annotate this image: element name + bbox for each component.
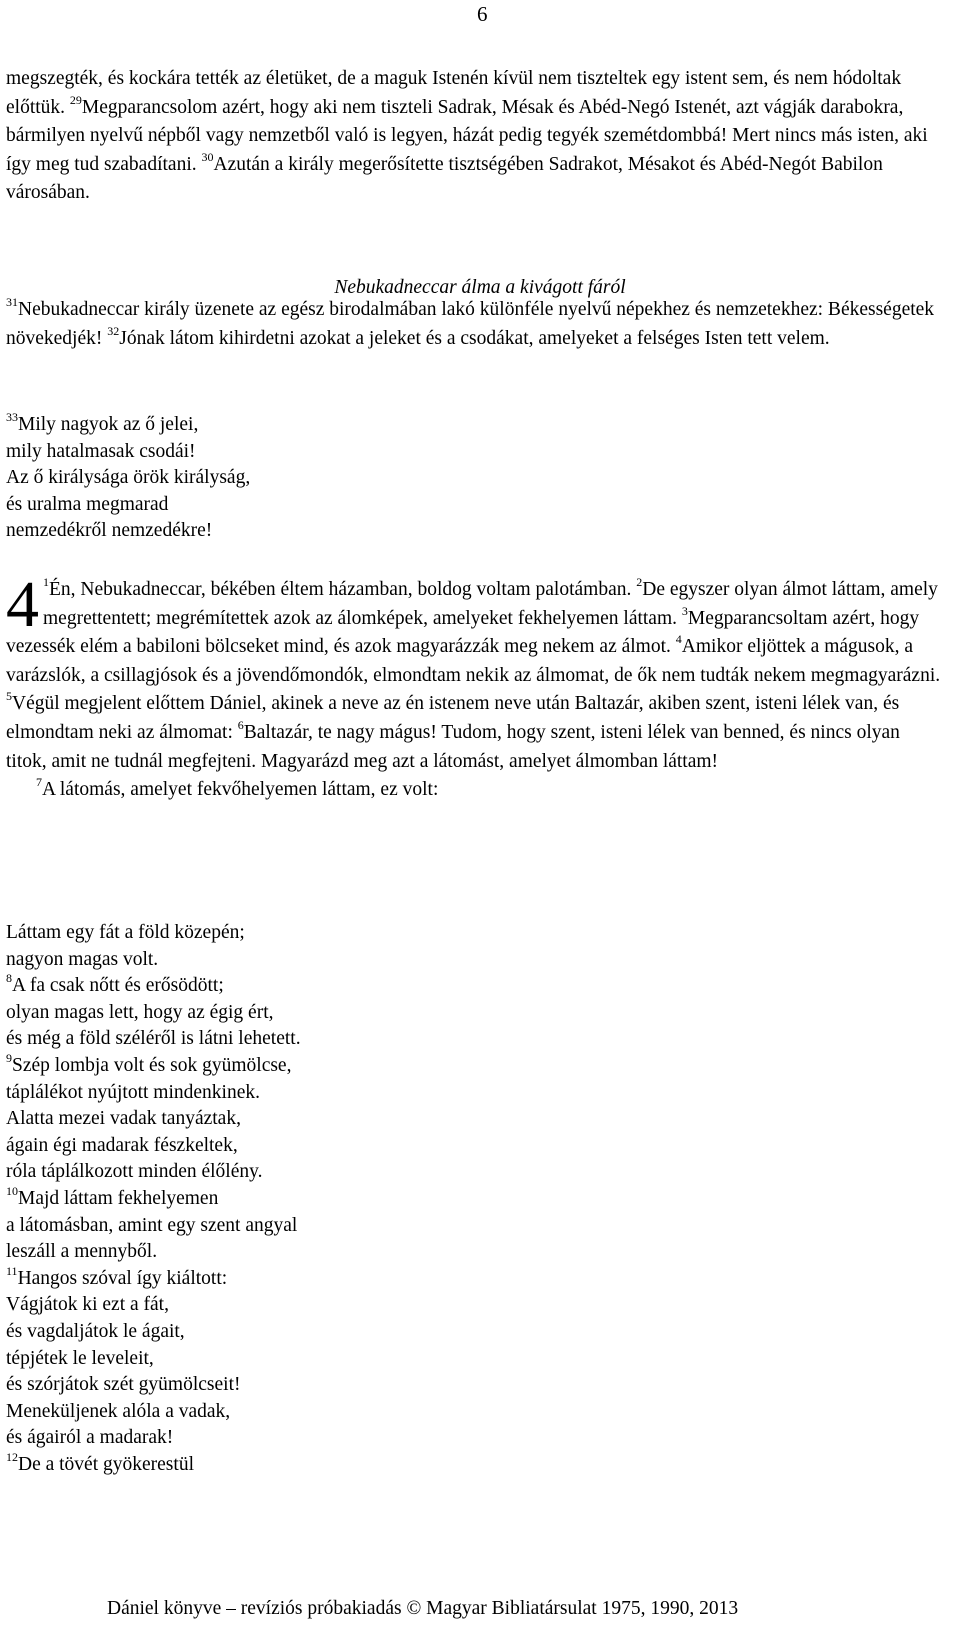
verse-number: 7: [36, 775, 42, 790]
poem-line: $^{10}$Majd láttam fekhelyemen: [6, 1183, 219, 1209]
verse-number: 32: [107, 323, 120, 338]
verse-number: 1: [43, 575, 49, 589]
verse-number: 5: [6, 689, 12, 704]
poem-line: táplálékot nyújtott mindenkinek.: [6, 1081, 260, 1103]
chapter-4-paragraph: [6, 568, 941, 805]
verse-number: 29: [69, 92, 82, 107]
verse-number: 9: [6, 1050, 12, 1065]
page-footer: Dániel könyve – revíziós próbakiadás © Magyar Bibliatársulat 1975, 1990, 2013: [107, 1598, 739, 1619]
poem-line: nemzedékről nemzedékre!: [6, 520, 213, 542]
poem-line: és ágairól a madarak!: [6, 1427, 174, 1449]
verse-text: megszegték, és kockára tették az életüket, de a maguk Istenén kívül nem tiszteltek egy istent sem, és nem hódoltak előttük.: [6, 68, 902, 118]
paragraph-verses-28-30: [6, 65, 941, 208]
poem-verse-33: [6, 412, 941, 545]
poem-line: nagyon magas volt.: [6, 948, 159, 970]
poem-line: és uralma megmarad: [6, 493, 169, 515]
poem-line: róla táplálkozott minden élőlény.: [6, 1161, 263, 1183]
poem-line: és még a föld széléről is látni lehetett.: [6, 1028, 301, 1050]
paragraph-text: 4 $^1$Én, Nebukadneccar, békében éltem házamban, boldog voltam palotámban. $^2$De egyszer olyan álmot láttam, amely megrettentett; megrémítettek azok az álomképek, amelyeket fekhelyemen láttam. $^3$Megparancsoltam azért, hogy vezessék elém a babiloni bölcseket mind, és azok magyarázzák meg nekem az álmot. $^4$Amikor eljöttek a mágusok, a varázslók, a csillagjósok és a jövendőmondók, elmondtam nekik az álmomat, de ők nem tudták nekem megmagyarázni. $^5$Végül megjelent előttem Dániel, akinek a neve az én istenem neve után Baltazár, akiben szent, isteni lélek van, és elmondtam neki az álmomat: $^6$Baltazár, te nagy mágus! Tudom, hogy szent, isteni lélek van benned, és nincs olyan titok, amit ne tudnál megfejteni. Magyarázd meg azt a látomást, amelyet álmomban láttam!: [6, 568, 941, 772]
paragraph-text: [6, 65, 941, 208]
verse-number: 12: [6, 1449, 18, 1464]
paragraph-text: [6, 296, 941, 353]
paragraph-verses-31-32: [6, 296, 941, 353]
verse-text: Nebukadneccar király üzenete az egész birodalmában lakó különféle nyelvű népekhez és nemzetekhez: Békességetek növekedjék!: [6, 299, 935, 349]
poem-line: $^9$Szép lombja volt és sok gyümölcse,: [6, 1050, 292, 1076]
verse-number: 8: [6, 971, 12, 986]
poem-line: és vagdaljátok le ágait,: [6, 1320, 185, 1342]
verse-text: Megparancsolom azért, hogy aki nem tiszteli Sadrak, Mésak és Abéd-Negó Istenét, azt vágják darabokra, bármilyen nyelvű népből vagy nemzetből való is legyen, házát pedig tegyék szemétdombbá! Mert nincs más isten, aki így meg tud szabadítani.: [6, 96, 928, 175]
verse-number: 6: [237, 717, 244, 732]
verse-number: 30: [201, 149, 214, 164]
poem-line: és szórjátok szét gyümölcseit!: [6, 1374, 241, 1396]
poem-verses-7-12: [6, 920, 941, 1478]
verse-number: 3: [681, 603, 688, 618]
poem-line: $^{11}$Hangos szóval így kiáltott:: [6, 1263, 228, 1289]
chapter-number: 4: [6, 568, 39, 641]
poem-line: a látomásban, amint egy szent angyal: [6, 1214, 298, 1236]
section-heading: Nebukadneccar álma a kivágott fáról: [334, 277, 626, 298]
poem-line: Meneküljenek alóla a vadak,: [6, 1400, 231, 1422]
verse-number: 10: [6, 1183, 18, 1198]
poem-line: Láttam egy fát a föld közepén;: [6, 922, 245, 943]
verse-number: 2: [636, 575, 643, 589]
poem-line: Az ő királysága örök királyság,: [6, 467, 251, 489]
poem-line: mily hatalmasak csodái!: [6, 440, 196, 462]
poem-line: $^8$A fa csak nőtt és erősödött;: [6, 971, 224, 997]
page-number: 6: [477, 2, 488, 26]
poem-line: tépjétek le leveleit,: [6, 1347, 154, 1369]
poem-line: leszáll a mennyből.: [6, 1241, 158, 1263]
verse-text: Azután a király megerősítette tisztségében Sadrakot, Mésakot és Abéd-Negót Babilon városában.: [6, 153, 883, 204]
poem-line: $^{33}$Mily nagyok az ő jelei,: [6, 410, 199, 435]
poem-line: olyan magas lett, hogy az égig ért,: [6, 1001, 274, 1023]
verse-number: 11: [6, 1263, 18, 1278]
poem-line: Alatta mezei vadak tanyáztak,: [6, 1108, 241, 1130]
verse-number: 33: [6, 410, 18, 424]
verse-number: 31: [6, 295, 18, 309]
poem-line: Vágjátok ki ezt a fát,: [6, 1294, 169, 1316]
poem-line: ágain égi madarak fészkeltek,: [6, 1134, 238, 1156]
verse-text: Jónak látom kihirdetni azokat a jeleket és a csodákat, amelyeket a felséges Isten tett velem.: [119, 327, 830, 349]
poem-line: $^{12}$De a tövét gyökerestül: [6, 1449, 194, 1475]
paragraph-text: $^7$A látomás, amelyet fekvőhelyemen láttam, ez volt:: [36, 775, 439, 801]
verse-number: 4: [675, 632, 682, 647]
